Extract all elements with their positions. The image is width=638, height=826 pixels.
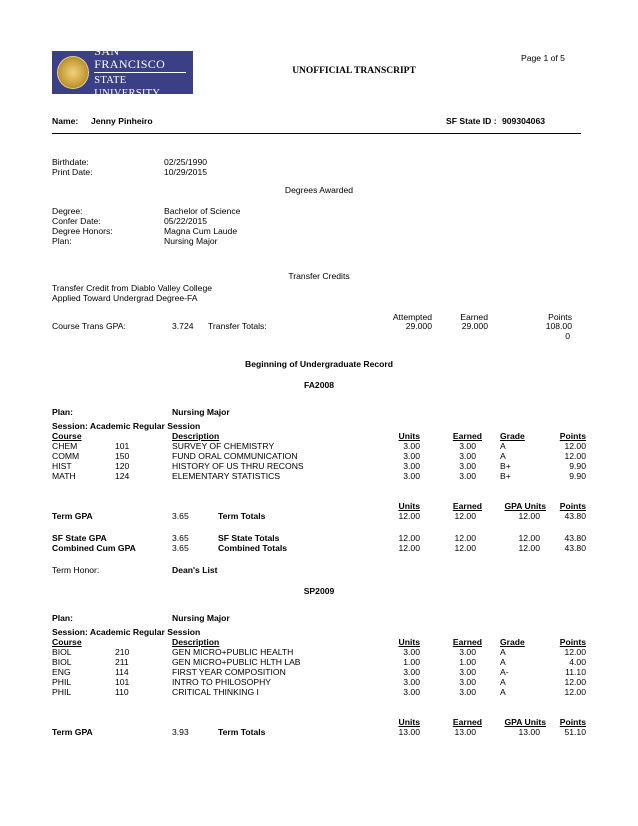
transfer-earned: 29.000 xyxy=(461,321,488,331)
course-units: 3.00 xyxy=(403,667,420,677)
term-gpa-label: Term GPA xyxy=(52,511,93,521)
sfstate-gpa-value: 3.65 xyxy=(172,533,189,543)
printdate-value: 10/29/2015 xyxy=(164,167,208,177)
term-plan-value: Nursing Major xyxy=(172,613,230,623)
confer-date-value: 05/22/2015 xyxy=(164,216,208,226)
term-gpa-value: 3.65 xyxy=(172,511,189,521)
course-subject: BIOL xyxy=(52,647,72,657)
course-grade: A xyxy=(500,657,506,667)
course-subject: PHIL xyxy=(52,687,72,697)
transfer-heading: Transfer Credits xyxy=(288,271,350,281)
course-points: 9.90 xyxy=(569,461,586,471)
course-units: 3.00 xyxy=(403,471,420,481)
transfer-gpa-label: Course Trans GPA: xyxy=(52,321,126,331)
course-number: 110 xyxy=(115,687,129,697)
logo-line-1: SAN FRANCISCO xyxy=(94,44,166,71)
transfer-points-header: Points xyxy=(548,312,572,322)
description-header: Description xyxy=(172,431,220,441)
course-earned: 3.00 xyxy=(459,667,476,677)
term-totals-gpa-units: 12.00 xyxy=(518,511,540,521)
name-label: Name: xyxy=(52,116,79,126)
earned-header: Earned xyxy=(452,431,482,441)
course-grade: A xyxy=(500,647,506,657)
session-label: Session: Academic Regular Session xyxy=(52,421,201,431)
course-header: Course xyxy=(52,637,82,647)
course-number: 120 xyxy=(115,461,130,471)
course-points: 12.00 xyxy=(564,451,586,461)
totals-gpa-units-header: GPA Units xyxy=(504,501,546,511)
term-totals-earned: 13.00 xyxy=(454,727,476,737)
course-grade: B+ xyxy=(500,461,511,471)
course-subject: BIOL xyxy=(52,657,72,667)
course-units: 3.00 xyxy=(403,461,420,471)
totals-units-header: Units xyxy=(398,501,420,511)
course-earned: 3.00 xyxy=(459,471,476,481)
combined-totals-points: 43.80 xyxy=(564,543,586,553)
transfer-gpa-value: 3.724 xyxy=(172,321,194,331)
course-earned: 3.00 xyxy=(459,687,476,697)
course-header: Course xyxy=(52,431,82,441)
course-number: 210 xyxy=(115,647,130,657)
course-units: 3.00 xyxy=(403,647,420,657)
earned-header: Earned xyxy=(452,637,482,647)
points-header: Points xyxy=(559,637,586,647)
course-description: ELEMENTARY STATISTICS xyxy=(172,471,281,481)
course-subject: HIST xyxy=(52,461,72,471)
sfstate-totals-label: SF State Totals xyxy=(218,533,280,543)
course-description: INTRO TO PHILOSOPHY xyxy=(172,677,272,687)
course-grade: A- xyxy=(500,667,509,677)
totals-earned-header: Earned xyxy=(452,717,482,727)
transfer-earned-header: Earned xyxy=(460,312,488,322)
header-divider xyxy=(52,133,581,134)
transfer-attempted: 29.000 xyxy=(405,321,432,331)
session-label: Session: Academic Regular Session xyxy=(52,627,201,637)
birthdate-value: 02/25/1990 xyxy=(164,157,208,167)
totals-units-header: Units xyxy=(398,717,420,727)
term-title: SP2009 xyxy=(303,586,335,596)
course-description: GEN MICRO+PUBLIC HEALTH xyxy=(172,647,294,657)
course-points: 12.00 xyxy=(564,687,586,697)
combined-gpa-label: Combined Cum GPA xyxy=(52,543,136,553)
course-subject: MATH xyxy=(52,471,76,481)
course-earned: 3.00 xyxy=(459,647,476,657)
description-header: Description xyxy=(172,637,220,647)
course-grade: A xyxy=(500,687,506,697)
transfer-line-2: Applied Toward Undergrad Degree-FA xyxy=(52,293,198,303)
course-earned: 3.00 xyxy=(459,677,476,687)
totals-points-header: Points xyxy=(559,501,586,511)
term-honor-label: Term Honor: xyxy=(52,565,100,575)
degrees-heading: Degrees Awarded xyxy=(284,185,354,195)
course-number: 124 xyxy=(115,471,130,481)
totals-gpa-units-header: GPA Units xyxy=(504,717,546,727)
record-heading: Beginning of Undergraduate Record xyxy=(244,359,393,369)
term-plan-label: Plan: xyxy=(52,407,74,417)
course-points: 4.00 xyxy=(569,657,586,667)
term-gpa-label: Term GPA xyxy=(52,727,93,737)
degree-label: Degree: xyxy=(52,206,83,216)
totals-points-header: Points xyxy=(559,717,586,727)
course-subject: COMM xyxy=(52,451,80,461)
course-number: 150 xyxy=(115,451,130,461)
term-totals-gpa-units: 13.00 xyxy=(518,727,540,737)
course-grade: A xyxy=(500,441,506,451)
course-description: CRITICAL THINKING I xyxy=(172,687,259,697)
units-header: Units xyxy=(398,431,420,441)
term-gpa-value: 3.93 xyxy=(172,727,189,737)
grade-header: Grade xyxy=(500,431,525,441)
course-description: HISTORY OF US THRU RECONS xyxy=(172,461,304,471)
points-header: Points xyxy=(559,431,586,441)
course-earned: 3.00 xyxy=(459,441,476,451)
course-number: 101 xyxy=(115,441,130,451)
name-value: Jenny Pinheiro xyxy=(91,116,153,126)
course-points: 11.10 xyxy=(565,667,586,677)
course-units: 3.00 xyxy=(403,441,420,451)
transfer-line-1: Transfer Credit from Diablo Valley College xyxy=(52,283,212,293)
course-earned: 1.00 xyxy=(459,657,476,667)
degree-honors-value: Magna Cum Laude xyxy=(164,226,238,236)
term-honor-value: Dean's List xyxy=(172,565,218,575)
course-description: FIRST YEAR COMPOSITION xyxy=(172,667,286,677)
document-title: UNOFFICIAL TRANSCRIPT xyxy=(292,66,416,76)
term-totals-units: 12.00 xyxy=(398,511,420,521)
course-grade: B+ xyxy=(500,471,511,481)
term-title: FA2008 xyxy=(303,380,335,390)
sfstate-gpa-label: SF State GPA xyxy=(52,533,107,543)
sfstate-totals-units: 12.00 xyxy=(398,533,420,543)
combined-gpa-value: 3.65 xyxy=(172,543,189,553)
course-description: SURVEY OF CHEMISTRY xyxy=(172,441,275,451)
course-description: FUND ORAL COMMUNICATION xyxy=(172,451,298,461)
grade-header: Grade xyxy=(500,637,525,647)
sfstate-totals-earned: 12.00 xyxy=(454,533,476,543)
id-label: SF State ID : xyxy=(446,116,497,126)
course-grade: A xyxy=(500,451,506,461)
course-subject: PHIL xyxy=(52,677,72,687)
printdate-label: Print Date: xyxy=(52,167,93,177)
term-totals-points: 51.10 xyxy=(564,727,586,737)
term-totals-units: 13.00 xyxy=(398,727,420,737)
course-points: 9.90 xyxy=(569,471,586,481)
combined-totals-gpa-units: 12.00 xyxy=(518,543,540,553)
transfer-extra: 0 xyxy=(565,331,570,341)
course-units: 3.00 xyxy=(403,451,420,461)
id-value: 909304063 xyxy=(502,116,546,126)
page-number: Page 1 of 5 xyxy=(521,53,565,63)
combined-totals-label: Combined Totals xyxy=(218,543,288,553)
confer-date-label: Confer Date: xyxy=(52,216,101,226)
course-number: 114 xyxy=(115,667,129,677)
course-units: 3.00 xyxy=(403,687,420,697)
plan-value: Nursing Major xyxy=(164,236,218,246)
course-subject: CHEM xyxy=(52,441,78,451)
course-grade: A xyxy=(500,677,506,687)
transfer-totals-label: Transfer Totals: xyxy=(208,321,267,331)
course-points: 12.00 xyxy=(564,677,586,687)
degree-honors-label: Degree Honors: xyxy=(52,226,113,236)
logo-line-2: STATE UNIVERSITY xyxy=(94,75,161,99)
combined-totals-earned: 12.00 xyxy=(454,543,476,553)
degree-value: Bachelor of Science xyxy=(164,206,241,216)
term-totals-points: 43.80 xyxy=(564,511,586,521)
term-totals-label: Term Totals xyxy=(218,511,266,521)
transfer-attempted-header: Attempted xyxy=(392,312,432,322)
course-number: 101 xyxy=(115,677,130,687)
course-earned: 3.00 xyxy=(459,451,476,461)
term-plan-label: Plan: xyxy=(52,613,74,623)
combined-totals-units: 12.00 xyxy=(398,543,420,553)
course-points: 12.00 xyxy=(564,647,586,657)
course-units: 3.00 xyxy=(403,677,420,687)
sfstate-totals-gpa-units: 12.00 xyxy=(518,533,540,543)
course-units: 1.00 xyxy=(403,657,420,667)
plan-label: Plan: xyxy=(52,236,72,246)
course-number: 211 xyxy=(115,657,129,667)
totals-earned-header: Earned xyxy=(452,501,482,511)
birthdate-label: Birthdate: xyxy=(52,157,89,167)
transfer-points: 108.00 xyxy=(545,321,572,331)
sfstate-totals-points: 43.80 xyxy=(564,533,586,543)
course-subject: ENG xyxy=(52,667,71,677)
course-earned: 3.00 xyxy=(459,461,476,471)
term-totals-earned: 12.00 xyxy=(454,511,476,521)
term-plan-value: Nursing Major xyxy=(172,407,230,417)
course-description: GEN MICRO+PUBLIC HLTH LAB xyxy=(172,657,301,667)
course-points: 12.00 xyxy=(564,441,586,451)
units-header: Units xyxy=(398,637,420,647)
term-totals-label: Term Totals xyxy=(218,727,266,737)
